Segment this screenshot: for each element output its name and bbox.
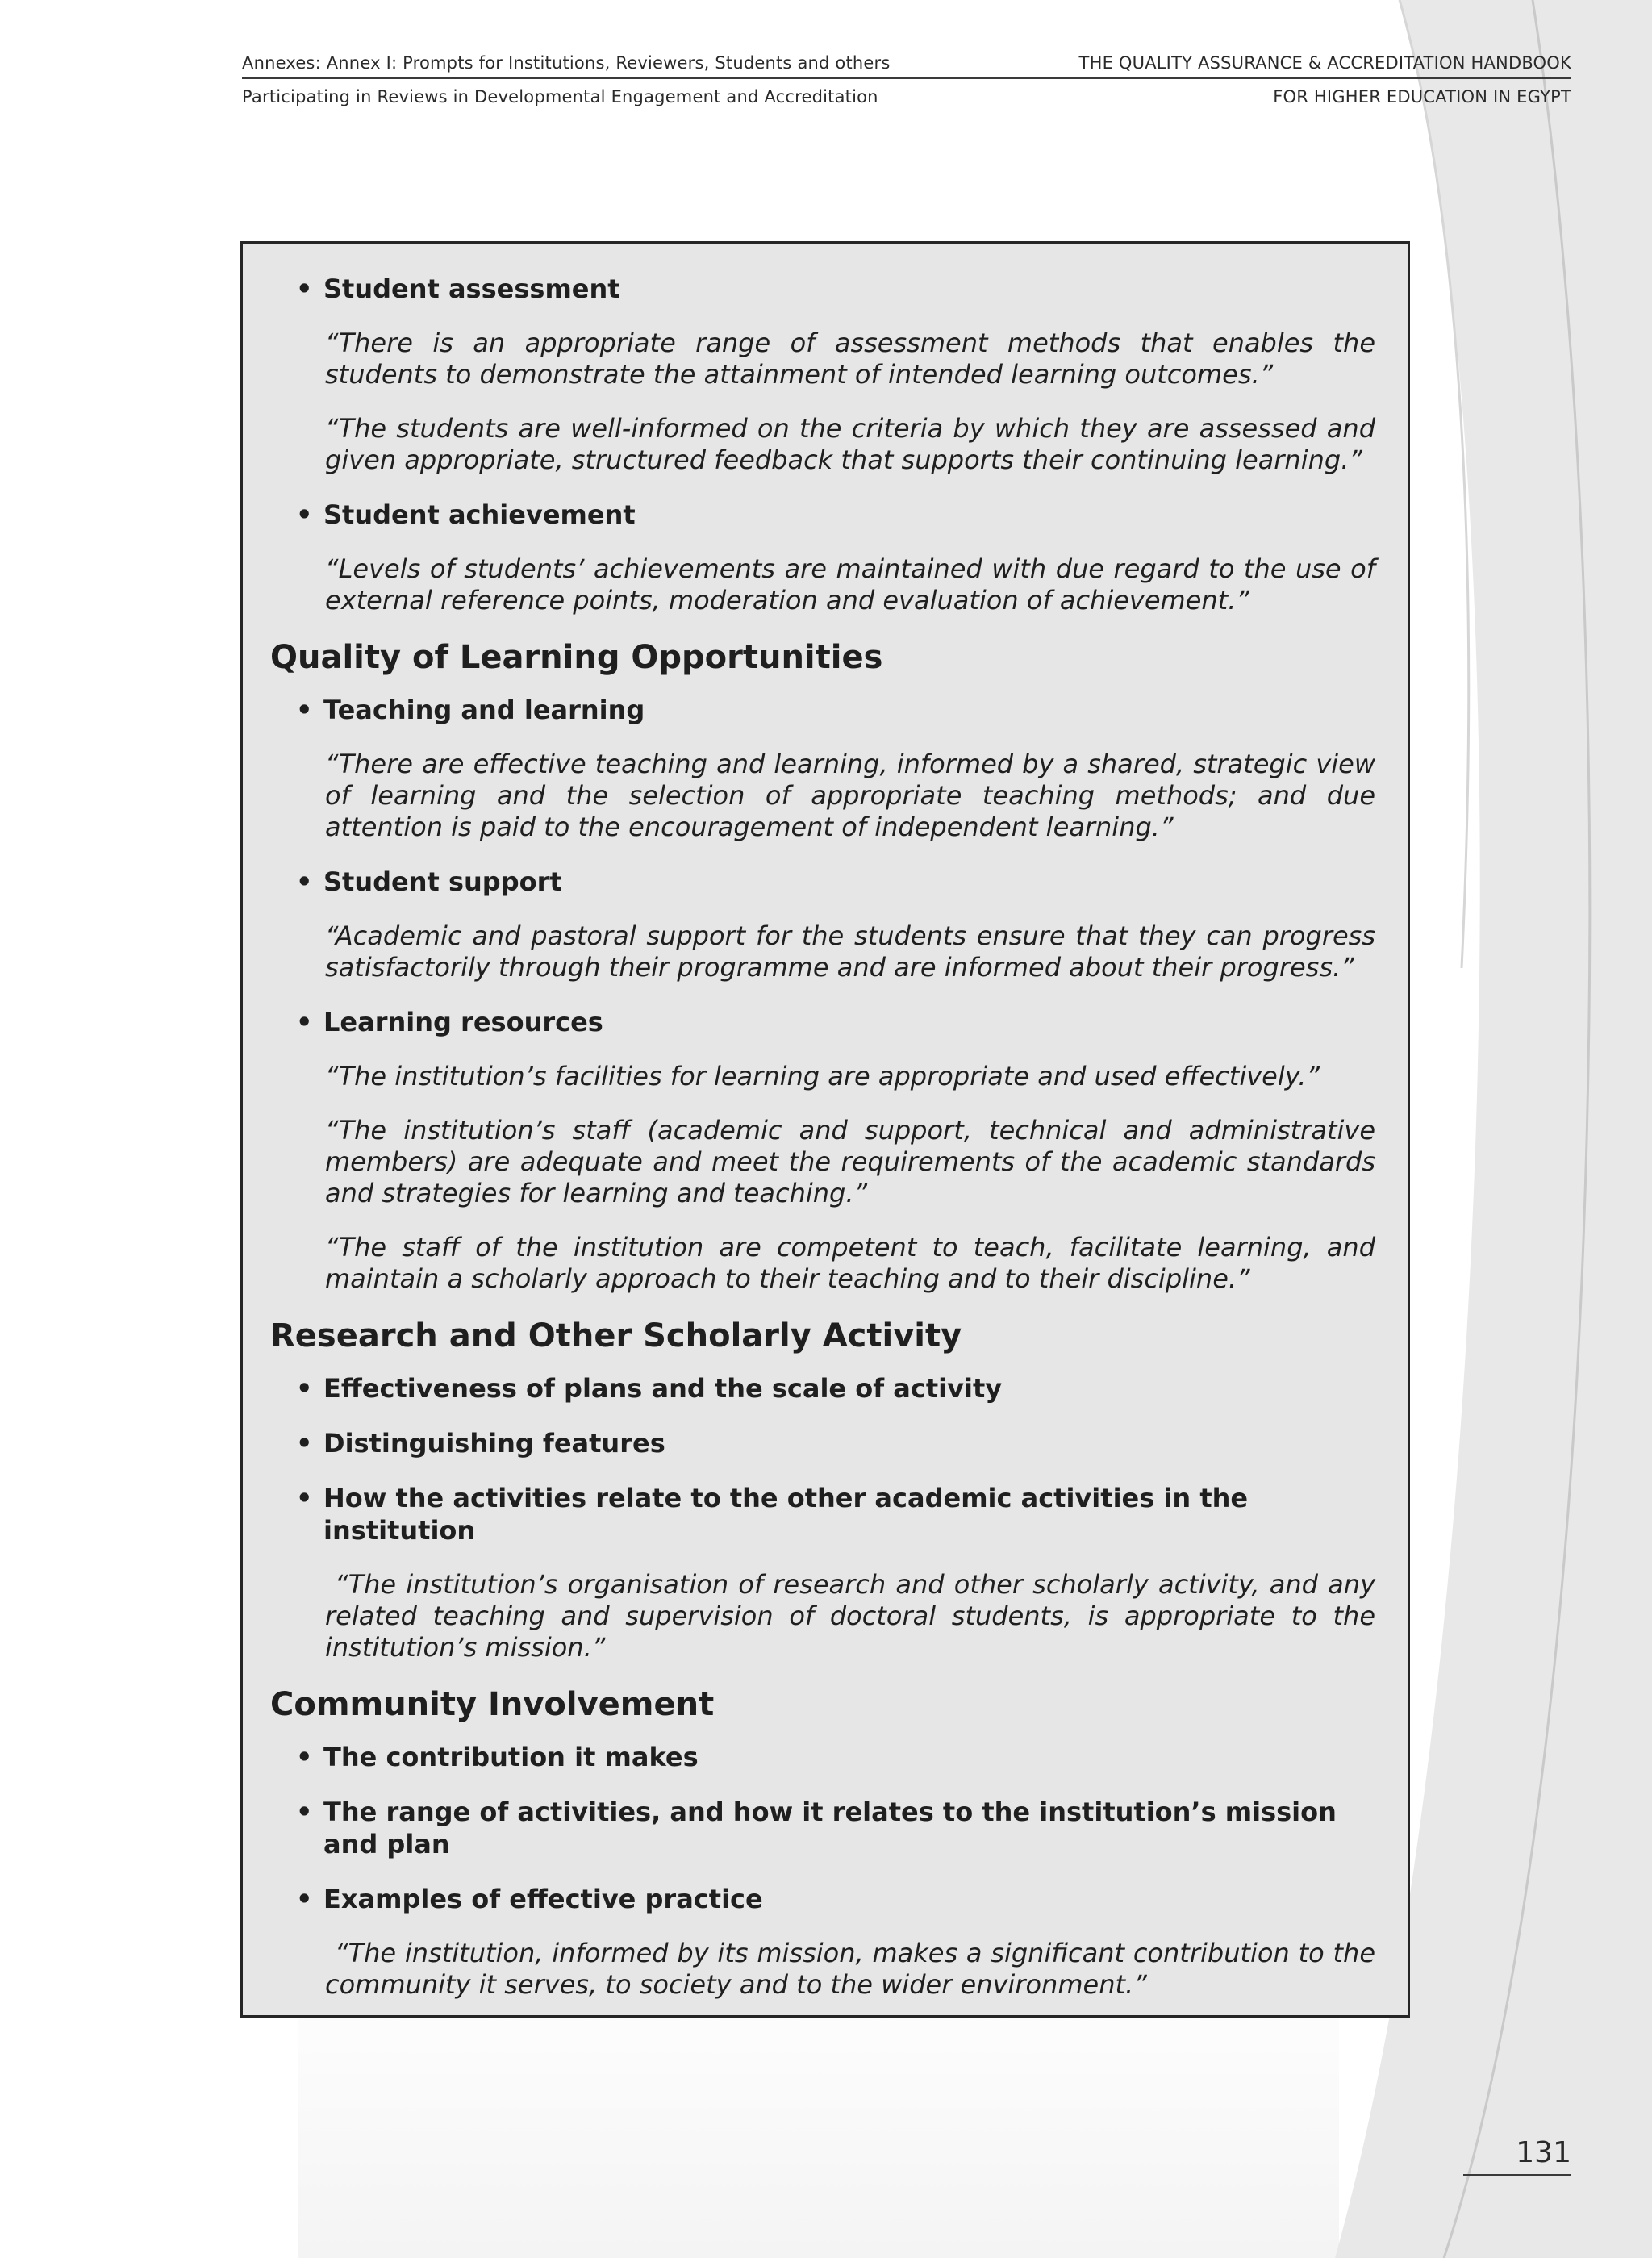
header-chapter-title: Annexes: Annex I: Prompts for Institutions, Reviewers, Students and others bbox=[242, 53, 891, 73]
bullet-dot-icon: • bbox=[296, 1007, 313, 1037]
bullet-title: How the activities relate to the other academic activities in the institution bbox=[323, 1483, 1249, 1546]
bullet-title: Learning resources bbox=[323, 1007, 603, 1037]
bullet-teaching-learning bbox=[270, 694, 1375, 726]
bullet-title: Student achievement bbox=[323, 499, 636, 530]
bullet-student-achievement bbox=[270, 499, 1375, 531]
bullet-title: The range of activities, and how it relates to the institution’s mission and plan bbox=[323, 1797, 1337, 1859]
section-heading-quality-learning: Quality of Learning Opportunities bbox=[270, 639, 883, 676]
bullet-dot-icon: • bbox=[296, 1884, 313, 1914]
quote-text: “Academic and pastoral support for the students ensure that they can progress satisfactorily through their programme and are informed about their progress.” bbox=[325, 920, 1375, 983]
bullet-dot-icon: • bbox=[296, 866, 313, 897]
bullet-student-support bbox=[270, 866, 1375, 898]
header-bottom-row bbox=[242, 79, 1571, 106]
quote-text: “The institution’s staff (academic and support, technical and administrative members) are adequate and meet the requirements of the academic standards and strategies for learning and teaching.” bbox=[325, 1115, 1375, 1208]
bullet-title: Distinguishing features bbox=[323, 1428, 665, 1459]
bullet-effectiveness-of-plans bbox=[270, 1372, 1375, 1404]
quote-text: “The institution, informed by its mission, makes a significant contribution to the community it serves, to society and to the wider environment.” bbox=[325, 1938, 1375, 2000]
bullet-distinguishing-features bbox=[270, 1427, 1375, 1459]
quote-text: “There is an appropriate range of assessment methods that enables the students to demonstrate the attainment of intended learning outcomes.” bbox=[325, 328, 1375, 390]
section-heading-research: Research and Other Scholarly Activity bbox=[270, 1317, 962, 1354]
bullet-title: Examples of effective practice bbox=[323, 1884, 763, 1914]
bullet-contribution bbox=[270, 1741, 1375, 1773]
page-number: 131 bbox=[1463, 2136, 1571, 2176]
header-chapter-subtitle: Participating in Reviews in Developmental Engagement and Accreditation bbox=[242, 87, 878, 106]
bullet-dot-icon: • bbox=[296, 1483, 313, 1513]
header-book-subtitle: FOR HIGHER EDUCATION IN EGYPT bbox=[1273, 87, 1571, 106]
bullet-activities-relation bbox=[270, 1482, 1375, 1546]
bullet-effective-practice bbox=[270, 1883, 1375, 1915]
bullet-dot-icon: • bbox=[296, 695, 313, 725]
quote-text: “The institution’s organisation of research and other scholarly activity, and any related teaching and supervision of doctoral students, is appropriate to the institution’s mission.” bbox=[325, 1569, 1375, 1663]
section-heading-community: Community Involvement bbox=[270, 1686, 715, 1723]
prompts-content-box bbox=[240, 241, 1410, 2018]
bullet-title: Teaching and learning bbox=[323, 695, 645, 725]
bullet-title: Student assessment bbox=[323, 273, 620, 304]
bullet-title: Student support bbox=[323, 866, 562, 897]
bullet-dot-icon: • bbox=[296, 1428, 313, 1459]
bullet-title: Effectiveness of plans and the scale of activity bbox=[323, 1373, 1003, 1404]
header-top-row bbox=[242, 53, 1571, 79]
bullet-title: The contribution it makes bbox=[323, 1742, 699, 1772]
quote-text: “The institution’s facilities for learning are appropriate and used effectively.” bbox=[325, 1061, 1320, 1091]
quote-text: “The staff of the institution are competent to teach, facilitate learning, and maintain a scholarly approach to their teaching and to their discipline.” bbox=[325, 1232, 1375, 1294]
bullet-dot-icon: • bbox=[296, 1373, 313, 1404]
header-book-title: THE QUALITY ASSURANCE & ACCREDITATION HANDBOOK bbox=[1078, 53, 1571, 73]
bullet-student-assessment bbox=[270, 273, 1375, 305]
bullet-learning-resources bbox=[270, 1006, 1375, 1038]
bullet-dot-icon: • bbox=[296, 1797, 313, 1827]
quote-text: “There are effective teaching and learning, informed by a shared, strategic view of learning and the selection of appropriate teaching methods; and due attention is paid to the encouragement of independent learning.” bbox=[325, 749, 1375, 842]
page-header bbox=[242, 53, 1571, 106]
bullet-dot-icon: • bbox=[296, 499, 313, 530]
quote-text: “Levels of students’ achievements are maintained with due regard to the use of external reference points, moderation and evaluation of achievement.” bbox=[325, 553, 1375, 616]
bullet-range-of-activities bbox=[270, 1796, 1375, 1860]
quote-text: “The students are well-informed on the criteria by which they are assessed and given appropriate, structured feedback that supports their continuing learning.” bbox=[325, 413, 1375, 475]
bullet-dot-icon: • bbox=[296, 1742, 313, 1772]
bullet-dot-icon: • bbox=[296, 273, 313, 304]
